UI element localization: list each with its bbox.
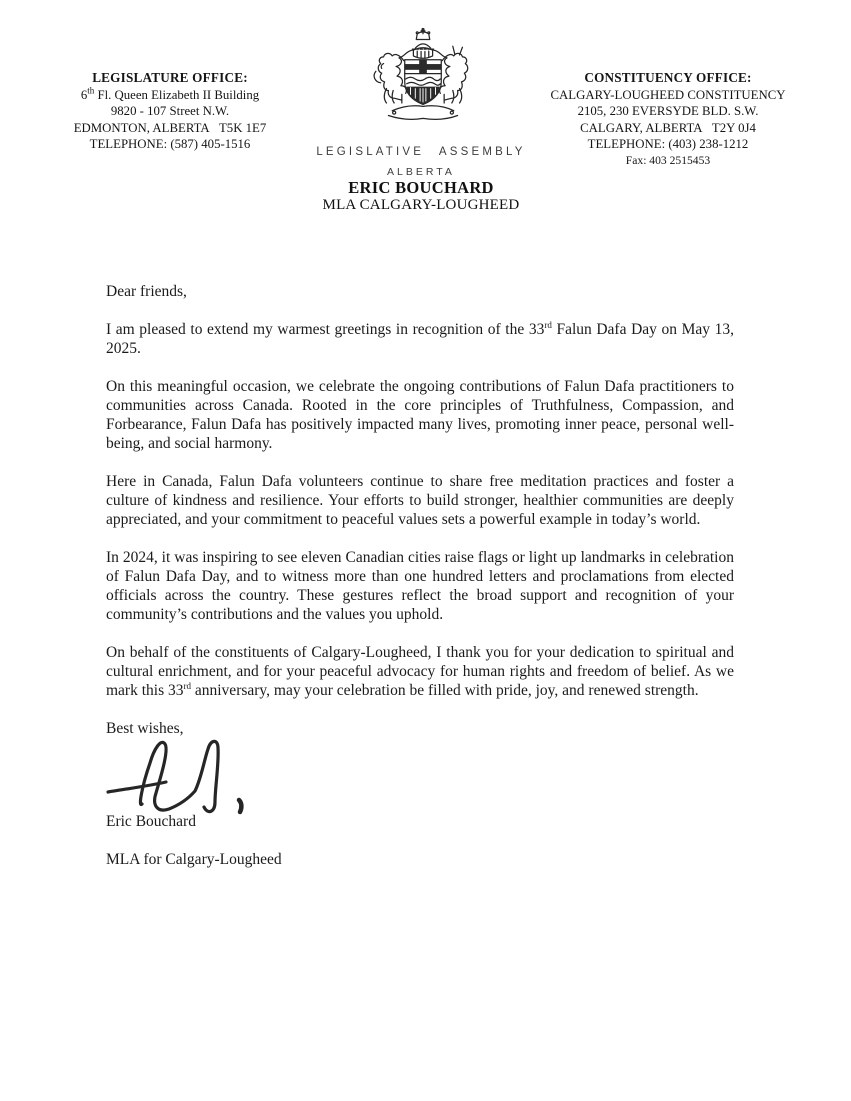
paragraph-volunteers: Here in Canada, Falun Dafa volunteers continue to share free meditation practices and foster a culture of kindness and resilience. Your efforts to build stronger, healthier communities are deeply appreciated, and your commitment to peaceful values sets a powerful example in today’s world. <box>106 473 734 528</box>
constituency-line1: CALGARY-LOUGHEED CONSTITUENCY <box>550 87 786 102</box>
signature-image <box>106 736 256 816</box>
paragraph-greeting <box>106 320 734 358</box>
constituency-line3: CALGARY, ALBERTA T2Y 0J4 <box>580 120 756 135</box>
paragraph-text: I am pleased to extend my warmest greetings in recognition of the 33 <box>106 321 545 338</box>
assembly-name: LEGISLATIVE ASSEMBLY <box>316 146 526 158</box>
constituency-fax: Fax: 403 2515453 <box>625 153 711 167</box>
paragraph-thanks <box>106 643 734 700</box>
signature <box>106 736 734 810</box>
constituency-line2: 2105, 230 EVERSYDE BLD. S.W. <box>577 104 759 119</box>
paragraph-2024-celebrations: In 2024, it was inspiring to see eleven Canadian cities raise flags or light up landmarks in celebration of Falun Dafa Day, and to witness more than one hundred letters and proclamations from elected officials across the country. These gestures reflect the broad support and recognition of your community’s contributions and the values you uphold. <box>106 549 734 623</box>
paragraph-occasion: On this meaningful occasion, we celebrate the ongoing contributions of Falun Dafa practitioners to communities across Canada. Rooted in the core principles of Truthfulness, Compassion, and Forbearance, Falun Dafa has positively impacted many lives, promoting inner peace, personal well-being, and social harmony. <box>106 378 734 452</box>
letter-body <box>106 282 734 888</box>
legislature-address-line1 <box>45 87 295 104</box>
ordinal-suffix: th <box>87 85 95 96</box>
signer-title: MLA for Calgary-Lougheed <box>106 851 282 868</box>
signer-name: Eric Bouchard <box>106 813 196 830</box>
assembly-province: ALBERTA <box>387 166 455 178</box>
legislature-phone: TELEPHONE: (587) 405-1516 <box>89 137 251 152</box>
legislature-office-title: LEGISLATURE OFFICE: <box>92 70 248 85</box>
coat-of-arms <box>364 28 482 128</box>
member-title: MLA CALGARY-LOUGHEED <box>322 197 520 213</box>
paragraph-text: On behalf of the constituents of Calgary-Lougheed, I thank you for your dedication to spiritual and cultural enrichment, and for your peaceful advocacy for human rights and freedom of belief. As we mark this 33 <box>106 644 734 699</box>
ordinal-suffix: rd <box>544 319 552 330</box>
legislature-address-line3: EDMONTON, ALBERTA T5K 1E7 <box>73 120 267 135</box>
paragraph-text: Falun Dafa Day on May 13, 2025. <box>106 321 735 357</box>
ordinal-suffix: rd <box>183 680 191 691</box>
closing: Best wishes, <box>106 720 184 737</box>
constituency-office-title: CONSTITUENCY OFFICE: <box>584 70 752 85</box>
alberta-coat-of-arms-icon <box>364 28 482 128</box>
legislature-office-block <box>45 70 295 153</box>
constituency-phone: TELEPHONE: (403) 238-1212 <box>587 137 749 152</box>
legislature-address-line2: 9820 - 107 Street N.W. <box>110 104 230 119</box>
constituency-office-block <box>532 70 804 170</box>
address-text: 6 <box>80 87 88 102</box>
member-name: ERIC BOUCHARD <box>348 178 494 197</box>
address-text: Fl. Queen Elizabeth II Building <box>94 87 260 102</box>
salutation: Dear friends, <box>106 283 187 300</box>
paragraph-text: anniversary, may your celebration be filled with pride, joy, and renewed strength. <box>191 682 699 699</box>
